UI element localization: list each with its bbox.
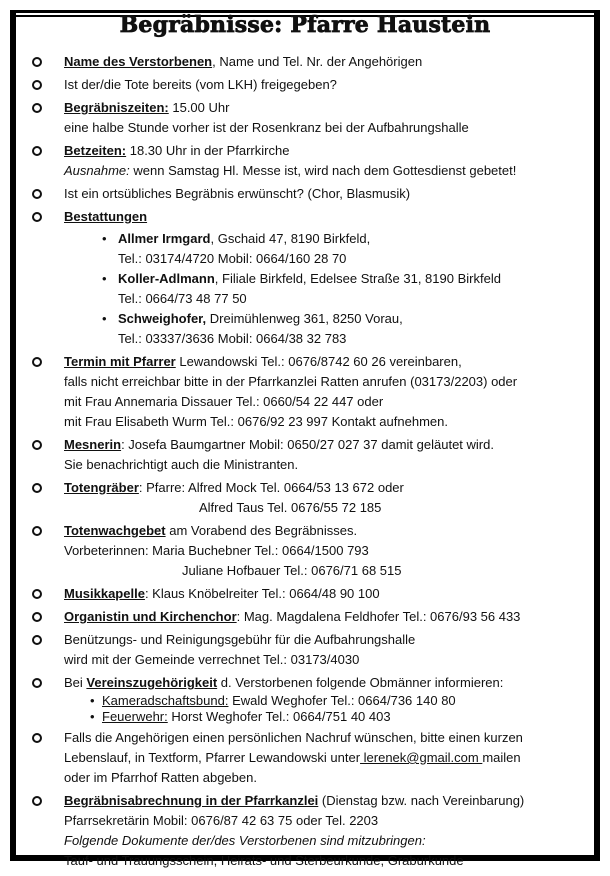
item-line: Sie benachrichtigt auch die Ministranten.	[64, 457, 299, 472]
item-line: mit Frau Elisabeth Wurm Tel.: 0676/92 23 997 Kontakt aufnehmen.	[64, 414, 448, 429]
checklist	[32, 52, 584, 874]
item-label: Name des Verstorbenen	[64, 54, 213, 69]
circle-bullet-icon	[32, 146, 42, 156]
list-item-mesnerin	[32, 435, 584, 475]
list-item-nachruf	[32, 728, 584, 788]
item-text: am Vorabend des Begräbnisses.	[165, 523, 358, 538]
bestatter-entry	[102, 229, 584, 269]
item-text: 15.00 Uhr	[168, 100, 230, 115]
item-line: Folgende Dokumente der/des Verstorbenen sind mitzubringen:	[64, 833, 426, 848]
item-label: Mesnerin	[64, 437, 122, 452]
item-text: Ist der/die Tote bereits (vom LKH) freigegeben?	[64, 77, 337, 92]
verein-contact: Ewald Weghofer Tel.: 0664/736 140 80	[228, 693, 456, 708]
page-title: Begräbnisse: Pfarre Haustein	[119, 12, 491, 38]
verein-contact: Horst Weghofer Tel.: 0664/751 40 403	[167, 709, 391, 724]
list-item-gebuehr	[32, 630, 584, 670]
item-label: Betzeiten:	[64, 143, 127, 158]
item-text: : Klaus Knöbelreiter Tel.: 0664/48 90 100	[144, 586, 380, 601]
bestatter-name: Allmer Irmgard	[118, 231, 211, 246]
list-item-ortsueblich	[32, 184, 584, 204]
bestatter-entry	[102, 309, 584, 349]
bestatter-address: Dreimühlenweg 361, 8250 Vorau,	[206, 311, 403, 326]
item-text: , Name und Tel. Nr. der Angehörigen	[212, 54, 423, 69]
bestatter-name: Schweighofer,	[118, 311, 207, 326]
bestatter-address: , Gschaid 47, 8190 Birkfeld,	[210, 231, 371, 246]
list-item-betzeiten	[32, 141, 584, 181]
item-label: Organistin und Kirchenchor	[64, 609, 237, 624]
bestatter-phone: Tel.: 03174/4720 Mobil: 0664/160 28 70	[118, 251, 347, 266]
item-line: oder im Pfarrhof Ratten abgeben.	[64, 770, 257, 785]
item-text: 18.30 Uhr in der Pfarrkirche	[126, 143, 290, 158]
item-label: Musikkapelle	[64, 586, 145, 601]
item-label: Totenwachgebet	[64, 523, 166, 538]
circle-bullet-icon	[32, 57, 42, 67]
verein-entry	[90, 693, 584, 709]
circle-bullet-icon	[32, 796, 42, 806]
circle-bullet-icon	[32, 440, 42, 450]
item-label: Vereinszugehörigkeit	[86, 675, 218, 690]
item-text: : Pfarre: Alfred Mock Tel. 0664/53 13 672 oder	[138, 480, 404, 495]
item-line: Tauf- und Trauungsschein, Heirats- und Sterbeurkunde, Graburkunde	[64, 853, 464, 868]
item-text: : Mag. Magdalena Feldhofer Tel.: 0676/93 56 433	[236, 609, 521, 624]
item-line: eine halbe Stunde vorher ist der Rosenkranz bei der Aufbahrungshalle	[64, 120, 469, 135]
note-label: Ausnahme:	[64, 163, 130, 178]
list-item-musikkapelle	[32, 584, 584, 604]
bestatter-name: Koller-Adlmann	[118, 271, 215, 286]
list-item-freigabe	[32, 75, 584, 95]
circle-bullet-icon	[32, 635, 42, 645]
item-text: Benützungs- und Reinigungsgebühr für die Aufbahrungshalle	[64, 632, 416, 647]
item-line: wird mit der Gemeinde verrechnet Tel.: 03173/4030	[64, 652, 360, 667]
item-label: Bestattungen	[64, 209, 148, 224]
item-text: : Josefa Baumgartner Mobil: 0650/27 027 37 damit geläutet wird.	[121, 437, 494, 452]
item-text: Falls die Angehörigen einen persönlichen Nachruf wünschen, bitte einen kurzen	[64, 730, 523, 745]
verein-org: Feuerwehr:	[102, 709, 168, 724]
circle-bullet-icon	[32, 189, 42, 199]
item-line: falls nicht erreichbar bitte in der Pfarrkanzlei Ratten anrufen (03173/2203) oder	[64, 374, 518, 389]
verein-entry	[90, 709, 584, 725]
item-label: Termin mit Pfarrer	[64, 354, 176, 369]
item-prefix: Bei	[64, 675, 87, 690]
list-item-verein	[32, 673, 584, 725]
circle-bullet-icon	[32, 526, 42, 536]
note-text: wenn Samstag Hl. Messe ist, wird nach dem Gottesdienst gebetet!	[129, 163, 517, 178]
item-line: mit Frau Annemaria Dissauer Tel.: 0660/54 22 447 oder	[64, 394, 384, 409]
item-line: Alfred Taus Tel. 0676/55 72 185	[199, 500, 382, 515]
bestattungen-list	[64, 229, 584, 349]
dot-bullet-icon: •	[90, 709, 95, 724]
circle-bullet-icon	[32, 589, 42, 599]
list-item-abrechnung	[32, 791, 584, 871]
item-line: Pfarrsekretärin Mobil: 0676/87 42 63 75 oder Tel. 2203	[64, 813, 379, 828]
verein-org: Kameradschaftsbund:	[102, 693, 229, 708]
bestatter-phone: Tel.: 03337/3636 Mobil: 0664/38 32 783	[118, 331, 347, 346]
bestatter-entry	[102, 269, 584, 309]
bestatter-address: , Filiale Birkfeld, Edelsee Straße 31, 8190 Birkfeld	[214, 271, 501, 286]
bestatter-phone: Tel.: 0664/73 48 77 50	[118, 291, 247, 306]
circle-bullet-icon	[32, 357, 42, 367]
list-item-bestattungen	[32, 207, 584, 349]
list-item-totengraeber	[32, 478, 584, 518]
list-item-name	[32, 52, 584, 72]
dot-bullet-icon: •	[102, 231, 107, 246]
list-item-organistin	[32, 607, 584, 627]
list-item-begraebniszeiten	[32, 98, 584, 138]
circle-bullet-icon	[32, 612, 42, 622]
list-item-totenwachgebet	[32, 521, 584, 581]
circle-bullet-icon	[32, 80, 42, 90]
circle-bullet-icon	[32, 678, 42, 688]
item-text: Ist ein ortsübliches Begräbnis erwünscht? (Chor, Blasmusik)	[64, 186, 411, 201]
item-label: Totengräber	[64, 480, 139, 495]
circle-bullet-icon	[32, 483, 42, 493]
item-text: d. Verstorbenen folgende Obmänner informieren:	[217, 675, 504, 690]
item-label: Begräbniszeiten:	[64, 100, 169, 115]
dot-bullet-icon: •	[90, 693, 95, 708]
verein-list	[64, 693, 584, 725]
dot-bullet-icon: •	[102, 271, 107, 286]
item-label: Begräbnisabrechnung in der Pfarrkanzlei	[64, 793, 319, 808]
email-link[interactable]: lerenek@gmail.com	[360, 750, 483, 765]
circle-bullet-icon	[32, 103, 42, 113]
item-line: Juliane Hofbauer Tel.: 0676/71 68 515	[182, 563, 402, 578]
circle-bullet-icon	[32, 212, 42, 222]
item-text: Lewandowski Tel.: 0676/8742 60 26 vereinbaren,	[175, 354, 462, 369]
item-line: Vorbeterinnen: Maria Buchebner Tel.: 0664/1500 793	[64, 543, 369, 558]
item-line: Lebenslauf, in Textform, Pfarrer Lewandowski unter	[64, 750, 361, 765]
list-item-termin	[32, 352, 584, 432]
item-line: mailen	[482, 750, 521, 765]
circle-bullet-icon	[32, 733, 42, 743]
item-text: (Dienstag bzw. nach Vereinbarung)	[318, 793, 525, 808]
dot-bullet-icon: •	[102, 311, 107, 326]
